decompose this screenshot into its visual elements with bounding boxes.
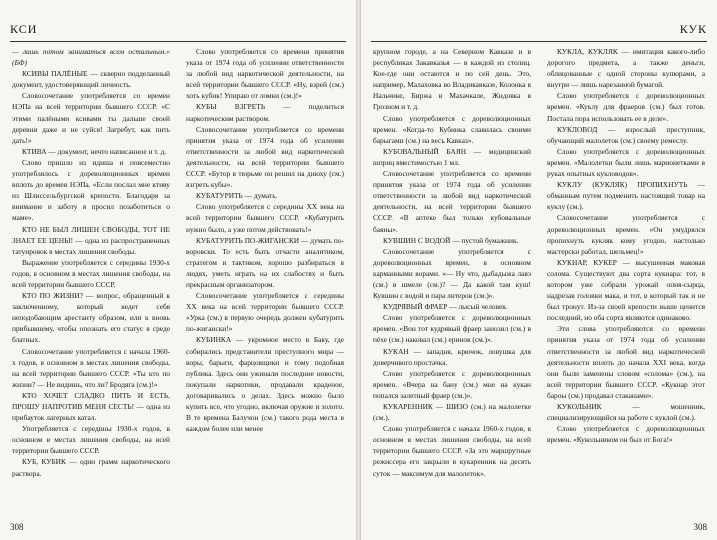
right-column-2 <box>547 46 705 516</box>
left-column-2 <box>186 46 344 516</box>
entry-paragraph: Слово употребляется с дореволюционных времен. «Куклу для фраеров (см.) был готов. Постала пора использовать ее в деле». <box>547 91 705 123</box>
dictionary-entry: КУКЛУ (КУКЛЯК) ПРОПИХНУТЬ — обманным путем подменить настоящий товар на куклу (см.). <box>547 180 705 212</box>
entry-paragraph: Употребляется с середины 1930-х годов, в основном в местах лишения свободы, на всей территории бывшего СССР. <box>12 424 170 456</box>
dictionary-entry: КУКАН — западня, крючок, ловушка для доверчивого простачка. <box>373 346 531 367</box>
dictionary-entry: КУБИНКА — укромное место в Баку, где собирались представители преступного мира — воры, барыги, фарцовщики и тому подобная публика. Здесь они ужинали последние новости, покупали наркотики, продавали краденое, договаривались о делах. Здесь можно было купить все, что угодно, включая оружие и золото. В те времена Балучон (см.) такого рода места в каждом более или менее <box>186 335 344 434</box>
entry-paragraph: Слово пришло из идиша и повсеместно употреблялось с дореволюционных времен вплоть до времен НЭПа. «Если послал мне ктиву из Шлиссельбургской крепости. Благодаря за внимание и заботу я просил позаботиться о маме». <box>12 157 170 223</box>
right-running-header: КУК <box>679 22 707 36</box>
dictionary-entry: КУБЫ ВЗГРЕТЬ — поделиться наркотическим раствором. <box>186 102 344 123</box>
entry-paragraph: Слово употребляется с дореволюционных времен. «Вон тот кудрявый фраер занозил (см.) в пёхе (см.) наковал (см.) еринов (см.)». <box>373 313 531 345</box>
dictionary-entry: КУКОЛЬНИК — мошенник, специализирующийся на работе с куклой (см.). <box>547 402 705 423</box>
dictionary-entry: КУКЛА, КУКЛЯК — имитация какого-либо дорогого предмета, а также деньги, облицованные с одной стороны купюрами, а внутри — лишь нарезанной бумагой. <box>547 47 705 90</box>
right-header-rule <box>371 41 707 42</box>
left-column-1 <box>12 46 170 516</box>
dictionary-entry: КУКАРЕННИК — ШИЗО (см.) на малолетке (см.). <box>373 402 531 423</box>
dictionary-entry: КУДРЯВЫЙ ФРАЕР — лысый человек. <box>383 302 508 312</box>
dictionary-entry: КТО ПО ЖИЗНИ? — вопрос, обращенный к заключенному, который ведет себя неподобающим арестанту образом, или к вновь прибывшему, чтобы опознать его статус в среде блатных. <box>12 291 170 345</box>
dictionary-entry: КУКЛОВОД — взрослый преступник, обучающий малолеток (см.) своему ремеслу. <box>547 124 705 145</box>
entry-paragraph: Слово употребляется со времени принятия указа от 1974 года об усилении ответственности за любой вид наркотической деятельности, на всей территории бывшего СССР. «Ну, взрей (см.) хоть кубик! Упираю от ломки (см.)!» <box>186 47 344 101</box>
left-page-number: 308 <box>10 522 24 532</box>
dictionary-entry: КУВШИН С ВОДОЙ — пустой бумажник. <box>383 235 519 245</box>
entry-paragraph: Эти слова употребляются со времени принятия указа от 1974 года об усилении ответственности за любой вид наркотической деятельности вплоть до начала XXI века, когда они были заменены словом «солома» (см.), на всей территории бывшего СССР. «Кукнар этот бароы (см.) продавал стаканами». <box>547 324 705 400</box>
right-column-1 <box>373 46 531 516</box>
right-page <box>361 0 717 540</box>
entry-paragraph: Словосочетание употребляется с дореволюционных времен, в основном карманными ворами. «— Ну что, дыбадыжа лавэ (см.) в шмеле (см.)? — Да какой там куш! Кувшин с водой и пара литеров (см.)». <box>373 246 531 301</box>
right-page-number: 308 <box>693 522 707 532</box>
dictionary-entry: КТИВА — документ, нечто написанное и т. д. <box>22 146 167 156</box>
entry-paragraph: — лишь потом заниматься всем остальным.» (БФ) <box>12 47 170 68</box>
entry-paragraph: Слово употребляется с начала 1960-х годов, в основном в местах лишения свободы, на всей территории бывшего СССР. «За это маршрутные режиссера его закрыли в кукаренник на десять суток — максимум для малолеток». <box>373 424 531 478</box>
entry-paragraph: Словосочетание употребляется со времени принятия указа от 1974 года об усилении ответственности за любой вид наркотической деятельности, на всей территории бывшего СССР. «В аптеке был только кубовальные баяны». <box>373 169 531 234</box>
entry-paragraph: Слово употребляется с дореволюционных времен. «Вчера на бану (см.) мне на кукан попался залетный фраер (см.)». <box>373 368 531 400</box>
left-running-header: КСИ <box>10 22 38 36</box>
entry-paragraph: Слово употребляется с дореволюционных времен. «Кукольником он был от Бога!» <box>547 424 705 445</box>
dictionary-entry: КТО ХОЧЕТ СЛАДКО ПИТЬ И ЕСТЬ, ПРОШУ НАПРОТИВ МЕНЯ СЕСТЬ! — одна из прибауток лагерных катал. <box>12 390 170 423</box>
dictionary-entry: КУБ, КУБИК — один грамм наркотического раствора. <box>12 457 170 478</box>
entry-paragraph: Слово употребляется с дореволюционных времен. «Когда-то Кубинка славилась своими барыгами (см.) на весь Кавказ». <box>373 113 531 145</box>
entry-paragraph: Словосочетание употребляется с начала 1960-х годов, в основном в местах лишения свободы, на всей территории бывшего СССР. «Ты кто по жизни? — Не видишь, что ли? Бродяга (см.)!» <box>12 346 170 389</box>
entry-paragraph: Слово употребляется с середины XX века на всей территории бывшего СССР. «Кубатурить нужно было, а уже потом действовать!» <box>186 202 344 234</box>
left-page <box>0 0 356 540</box>
entry-paragraph: крупном городе, а на Северном Кавказе и в республиках Закавказья — в каждой из столиц. Кое-где они остаются и по сей день. Это, например, Малаховка во Владикавказе, Колонка в Нальчике, Биржа в Махачкале, Жидовка в Грозном и т. д. <box>373 47 531 112</box>
entry-paragraph: Словосочетание употребляется с дореволюционных времен. «Он умудрялся пропихнуть кукляк кому угодно, настолько мастерски работал, шельмец!» <box>547 213 705 256</box>
entry-paragraph: Словосочетание употребляется со времени принятия указа от 1974 года об усилении ответственности за любой вид наркотической деятельности, на всей территории бывшего СССР. «Бутор в тюрьме он решил на днюху (см.) взгреть кубы». <box>186 124 344 190</box>
entry-paragraph: Словосочетание употребляется со времен НЭПа на всей территории бывшего СССР. «С этими палёными ксивами ты дальше своей деревни даже и не суйся! Загребут, как пить дать!» <box>12 91 170 145</box>
left-header-rule <box>10 41 346 42</box>
dictionary-entry: КТО НЕ БЫЛ ЛИШЕН СВОБОДЫ, ТОТ НЕ ЗНАЕТ ЕЕ ЦЕНЫ! — одна из распространенных татуировок в местах лишения свободы. <box>12 224 170 256</box>
dictionary-entry: КУКНАР, КУКЕР — высушенная маковая солома. Существуют два сорта кукнара: тот, в котором уже собрали урожай опия-сырца, надрезав головки мака, и тот, в который так и не был тронут. Из-за своей крепости выше ценится последний, но оба сорта являются одинаково. <box>547 257 705 323</box>
entry-paragraph: Слово употребляется с дореволюционных времен. «Малолетки были лишь марионетками в руках опытных кукловодов». <box>547 146 705 179</box>
dictionary-entry: КУБАТУРИТЬ ПО-ЖИГАНСКИ — думать по-воровски. То есть быть отчасти аналитиком, стратегом и тактиком, хорошо разбираться в людях, уметь играть на их слабостях и быть прекрасным организатором. <box>186 235 344 289</box>
entry-paragraph: Выражение употребляется с середины 1930-х годов, в основном в местах лишения свободы, на всей территории бывшего СССР. <box>12 257 170 289</box>
dictionary-entry: КСИВЫ ПАЛЁНЫЕ — скверно подделанный документ, удостоверяющий личность. <box>12 69 170 90</box>
entry-paragraph: Словосочетание употребляется с середины XX века на всей территории бывшего СССР. «Урка (см.) в первую очередь должен кубатурить по-жигански!» <box>186 291 344 334</box>
dictionary-entry: КУБАТУРИТЬ — думать. <box>196 191 278 201</box>
dictionary-entry: КУБОВАЛЬНЫЙ БАЯН — медицинский шприц вместимостью 1 мл. <box>373 146 531 167</box>
